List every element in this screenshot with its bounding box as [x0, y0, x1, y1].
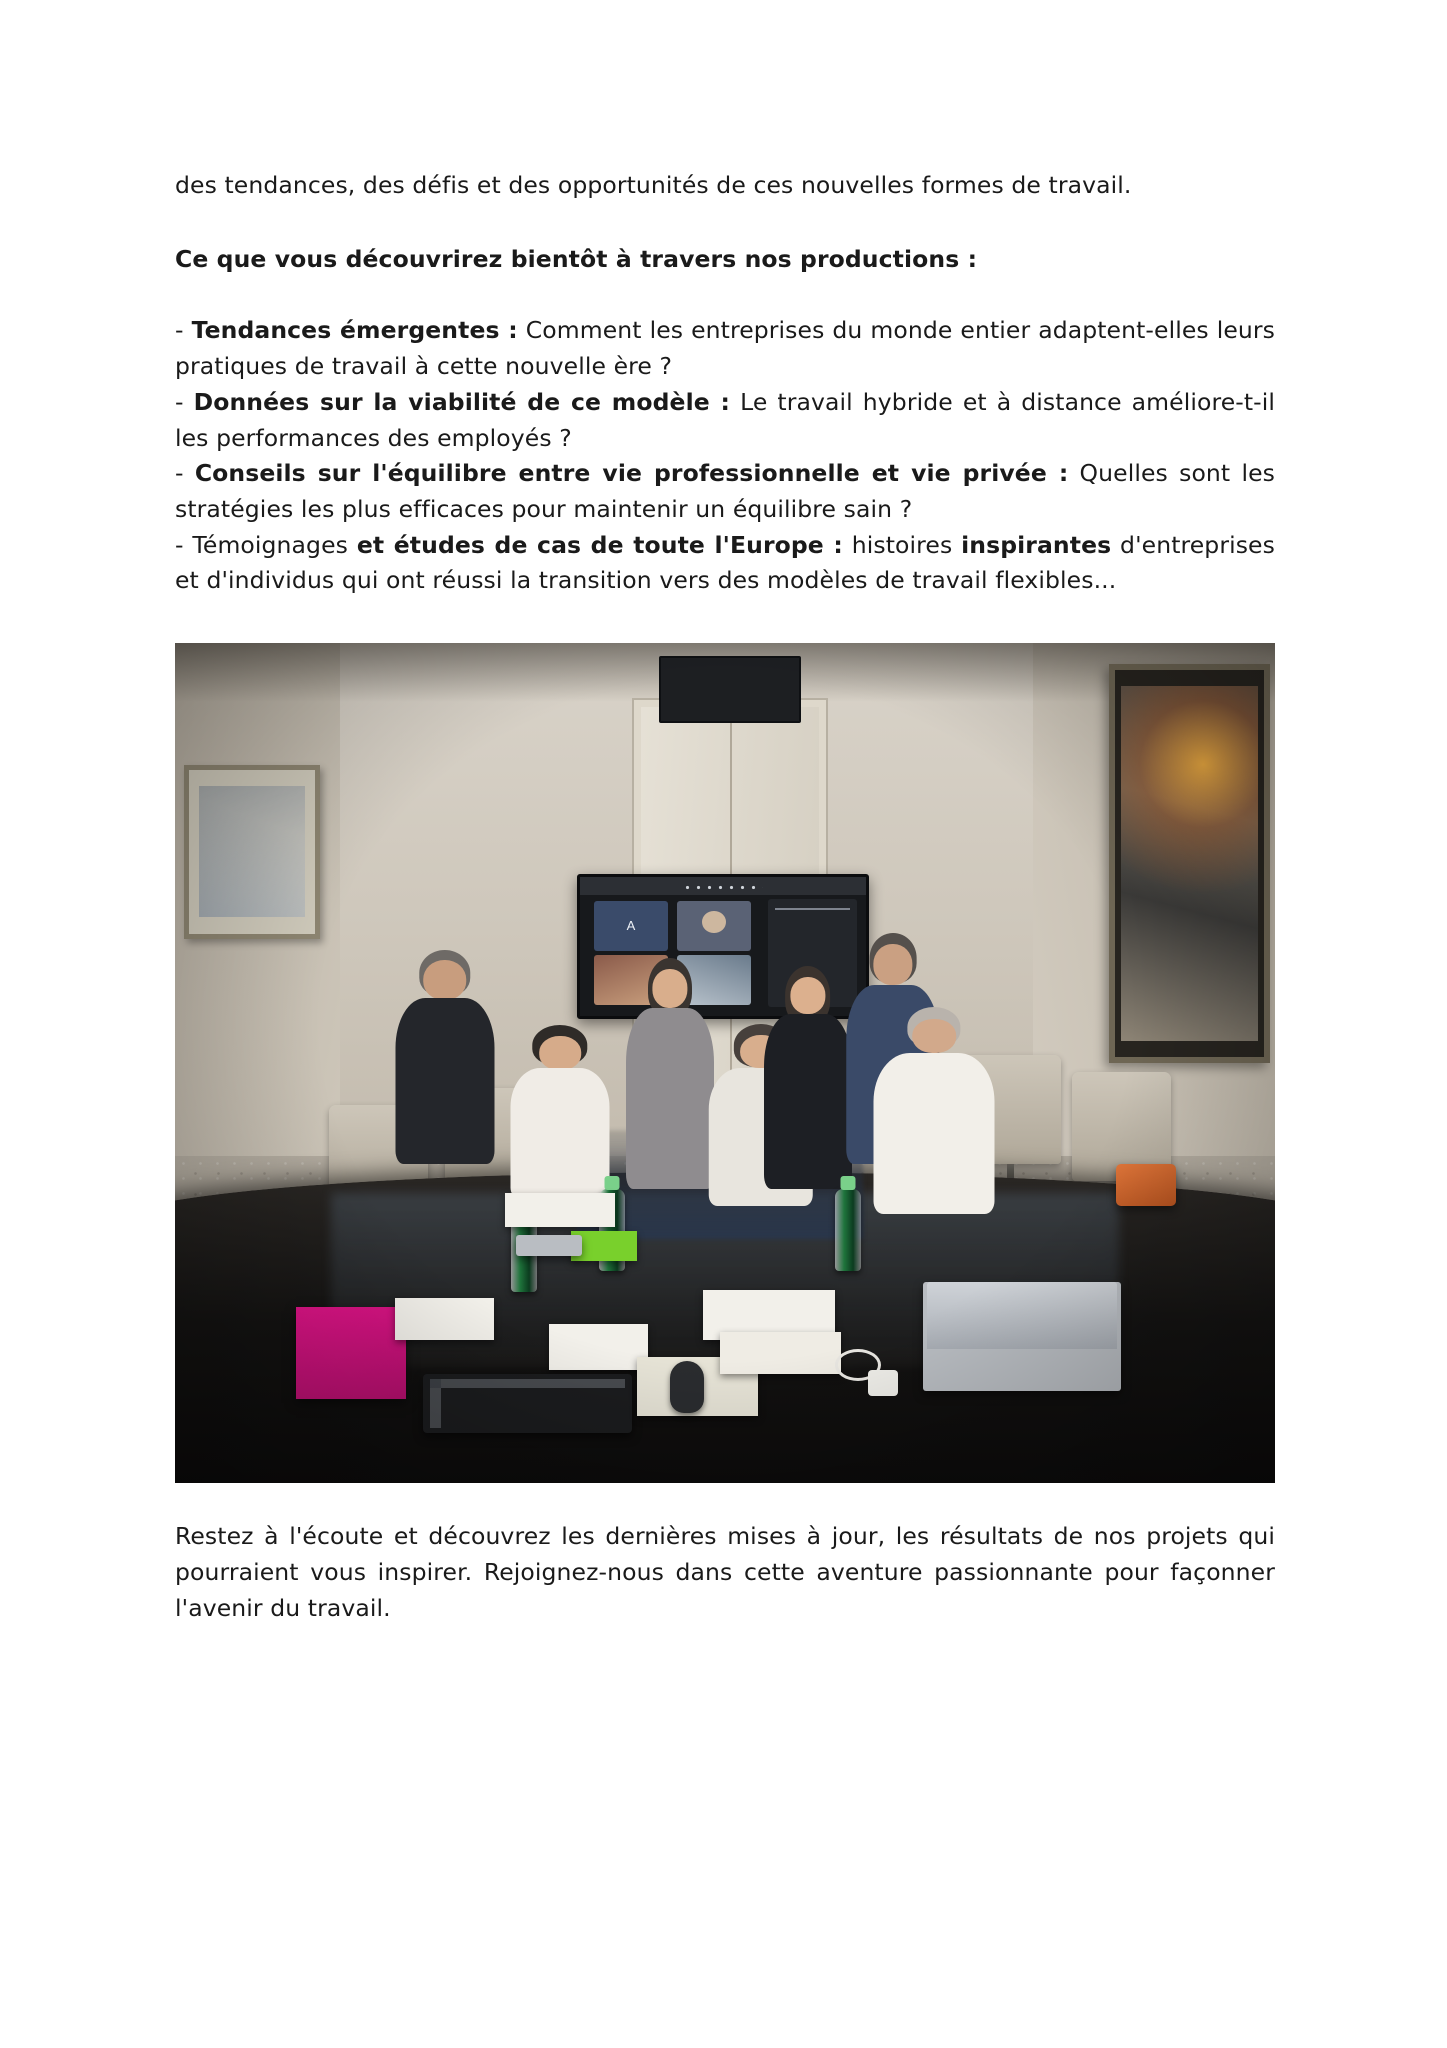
- photo-canvas: [175, 643, 1275, 1483]
- person-seated-3: [874, 1013, 995, 1215]
- paragraph-heading: [175, 242, 1275, 278]
- text-run: - Témoignages: [175, 530, 357, 559]
- spacer: [175, 277, 1275, 313]
- mouse[interactable]: [670, 1361, 704, 1413]
- painting-artwork: [1121, 686, 1258, 1041]
- paragraph-bullet-2: [175, 385, 1275, 456]
- framed-picture-left: [184, 765, 321, 939]
- laptop-right[interactable]: [923, 1282, 1121, 1391]
- person-head: [423, 960, 467, 1000]
- text-run: des tendances, des défis et des opportunités de ces nouvelles formes de travail.: [175, 171, 1132, 199]
- paper-stack-2: [395, 1298, 494, 1340]
- paragraph-bullet-4: [175, 528, 1275, 599]
- text-run: Restez à l'écoute et découvrez les dernières mises à jour, les résultats de nos projets qui pourraient vous inspirer. Rejoignez-nous dans cette aventure passionnante pour façonner l'avenir du travail.: [175, 1522, 1275, 1622]
- person-head: [912, 1019, 956, 1053]
- bottle-cap: [841, 1176, 856, 1190]
- text-run-bold: et études de cas de toute l'Europe :: [356, 530, 843, 559]
- text-run: -: [175, 387, 194, 416]
- paragraph-closing: [175, 1519, 1275, 1626]
- text-run: d'entreprises et d'individus qui ont réussi la transition vers des modèles de travail flexibles...: [175, 530, 1275, 595]
- person-head: [873, 944, 912, 985]
- paragraph-bullet-3: [175, 456, 1275, 527]
- laptop-screen: [927, 1282, 1117, 1350]
- text-run-bold: Tendances émergentes :: [191, 316, 518, 345]
- bottle-cap: [604, 1176, 619, 1190]
- text-run-bold: Conseils sur l'équilibre entre vie professionnelle et vie privée :: [194, 459, 1069, 488]
- call-participant-tile-1: [594, 901, 668, 951]
- laptop-left: [516, 1235, 582, 1256]
- text-run-bold: Données sur la viabilité de ce modèle :: [193, 387, 731, 416]
- paper-stack-1: [505, 1193, 615, 1227]
- person-body: [764, 1014, 852, 1189]
- pink-folder: [296, 1307, 406, 1399]
- wall-mounted-display: [659, 656, 801, 723]
- text-run: Quelles sont les stratégies les plus efficaces pour maintenir un équilibre sain ?: [175, 459, 1275, 524]
- text-run: -: [175, 459, 195, 488]
- paragraph-bullet-1: [175, 313, 1275, 384]
- meeting-room-photo: [175, 643, 1275, 1483]
- paper-stack-3: [549, 1324, 648, 1370]
- person-standing-2: [626, 962, 714, 1189]
- power-adapter: [868, 1370, 898, 1396]
- text-run-bold: inspirantes: [961, 530, 1112, 559]
- text-run: histoires: [842, 530, 962, 559]
- spacer: [175, 204, 1275, 242]
- document-body: [175, 168, 1275, 1626]
- paragraph-intro: [175, 168, 1275, 204]
- water-bottle-3: [835, 1189, 861, 1271]
- notebook: [720, 1332, 841, 1374]
- person-body: [626, 1008, 714, 1189]
- text-run-bold: Ce que vous découvrirez bientôt à travers nos productions :: [175, 244, 978, 273]
- call-participant-tile-2: [677, 901, 751, 951]
- person-head: [790, 977, 825, 1014]
- monitor-toolbar-icons: [682, 882, 762, 890]
- person-head: [539, 1036, 581, 1070]
- text-run: Comment les entreprises du monde entier adaptent-elles leurs pratiques de travail à cette nouvelle ère ?: [175, 316, 1275, 381]
- text-run: Le travail hybride et à distance améliore-t-il les performances des employés ?: [175, 387, 1275, 452]
- keyboard[interactable]: [423, 1374, 632, 1433]
- person-body: [511, 1068, 610, 1197]
- person-standing-3: [764, 971, 852, 1189]
- person-head: [652, 969, 687, 1008]
- person-standing-left: [395, 954, 494, 1164]
- spacer: [175, 1483, 1275, 1519]
- person-body: [395, 998, 494, 1164]
- framed-painting-right: [1109, 664, 1270, 1062]
- text-run: -: [175, 316, 192, 345]
- person-seated-1: [511, 1030, 610, 1198]
- person-body: [874, 1053, 995, 1214]
- orange-bag: [1116, 1164, 1177, 1206]
